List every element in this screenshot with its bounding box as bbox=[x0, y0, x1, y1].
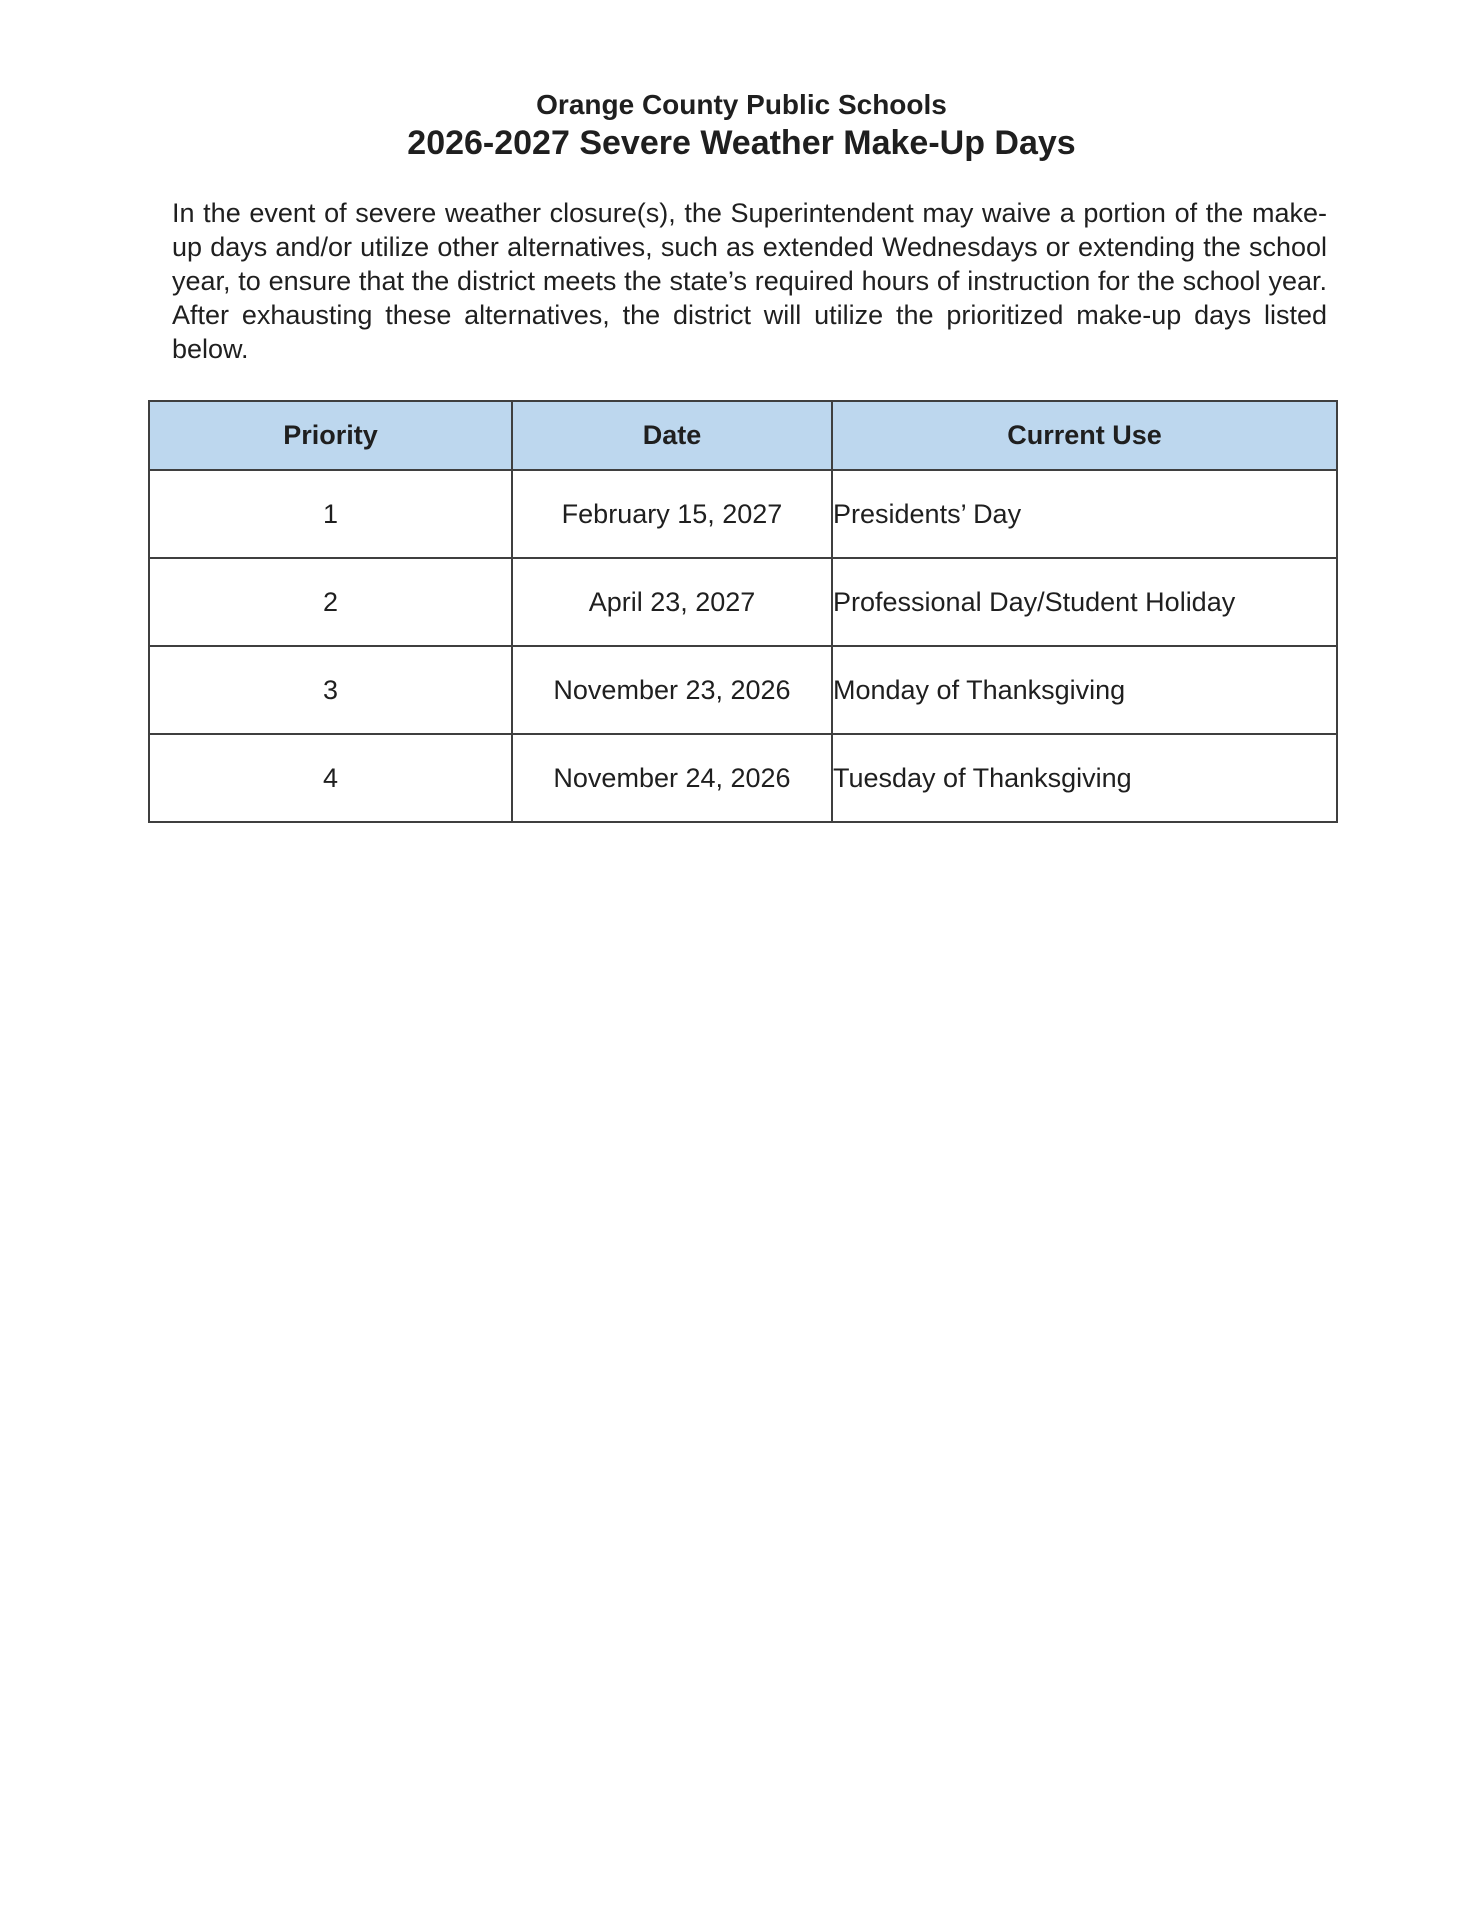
priority-cell: 3 bbox=[149, 646, 512, 734]
makeup-days-table bbox=[148, 400, 1338, 823]
date-cell: February 15, 2027 bbox=[512, 470, 832, 558]
intro-paragraph: In the event of severe weather closure(s), the Superintendent may waive a portion of the make-up days and/or utilize other alternatives, such as extended Wednesdays or extending the school year, to ensure that the district meets the state’s required hours of instruction for the school year. After exhausting these alternatives, the district will utilize the prioritized make-up days listed below. bbox=[172, 198, 1327, 364]
table-row bbox=[149, 734, 1337, 822]
table-row bbox=[149, 646, 1337, 734]
priority-cell: 4 bbox=[149, 734, 512, 822]
current-use-cell: Presidents’ Day bbox=[832, 470, 1337, 558]
table-header-row bbox=[149, 401, 1337, 470]
date-cell: November 23, 2026 bbox=[512, 646, 832, 734]
table-row bbox=[149, 470, 1337, 558]
column-header-current-use: Current Use bbox=[832, 401, 1337, 470]
column-header-priority: Priority bbox=[149, 401, 512, 470]
date-cell: November 24, 2026 bbox=[512, 734, 832, 822]
current-use-cell: Monday of Thanksgiving bbox=[832, 646, 1337, 734]
current-use-cell: Tuesday of Thanksgiving bbox=[832, 734, 1337, 822]
column-header-date: Date bbox=[512, 401, 832, 470]
current-use-cell: Professional Day/Student Holiday bbox=[832, 558, 1337, 646]
org-title: Orange County Public Schools bbox=[536, 89, 947, 120]
page-title: 2026-2027 Severe Weather Make-Up Days bbox=[407, 124, 1076, 162]
priority-cell: 2 bbox=[149, 558, 512, 646]
priority-cell: 1 bbox=[149, 470, 512, 558]
table-row bbox=[149, 558, 1337, 646]
date-cell: April 23, 2027 bbox=[512, 558, 832, 646]
